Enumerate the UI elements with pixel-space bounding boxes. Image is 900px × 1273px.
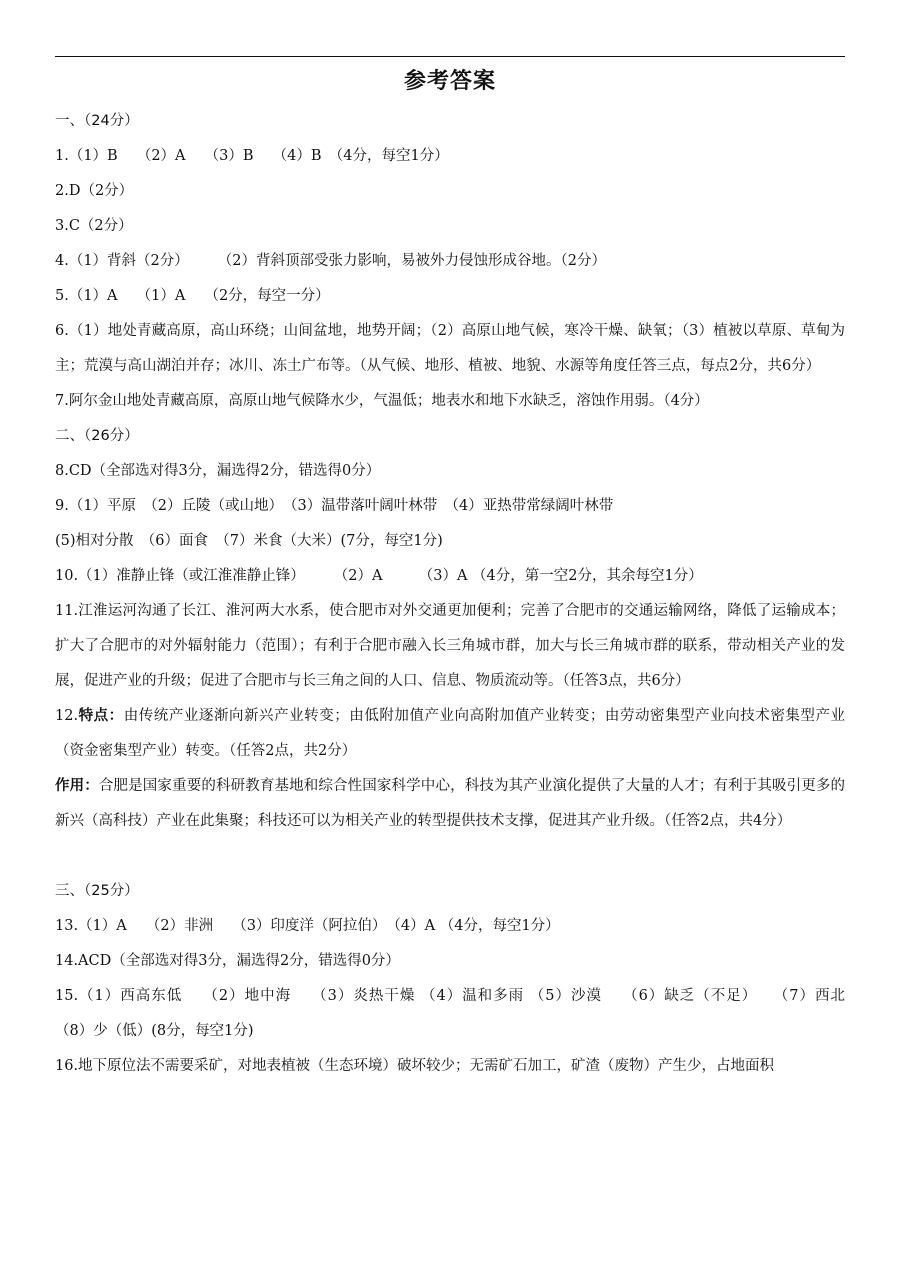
answer-q10: 10.（1）准静止锋（或江淮准静止锋） （2）A （3）A （4分，第一空2分，其余每空1分）: [55, 568, 703, 584]
section-2-header: 二、（26分）: [55, 428, 139, 444]
q12-role-label: 作用：: [55, 778, 99, 794]
answer-content: [55, 104, 879, 1084]
section-3-header: 三、（25分）: [55, 883, 139, 899]
answer-q8: 8.CD（全部选对得3分，漏选得2分，错选得0分）: [55, 463, 381, 479]
answer-q15: 15.（1）西高东低 （2）地中海 （3）炎热干燥 （4）温和多雨 （5）沙漠 （6）缺乏（不足） （7）西北 （8）少（低）(8分，每空1分): [55, 988, 879, 1039]
answer-q5: 5.（1）A （1）A （2分，每空一分）: [55, 288, 330, 304]
q12-features-text: 由传统产业逐渐向新兴产业转变；由低附加值产业向高附加值产业转变；由劳动密集型产业向技术密集型产业（资金密集型产业）转变。（任答2点，共2分）: [55, 708, 845, 759]
answer-q9-line2: (5)相对分散 （6）面食 （7）米食（大米）(7分，每空1分): [55, 533, 443, 549]
answer-q13: 13.（1）A （2）非洲 （3）印度洋（阿拉伯） （4）A （4分，每空1分）: [55, 918, 560, 934]
spacer: [55, 839, 845, 874]
answer-q9-line1: 9.（1）平原 （2）丘陵（或山地） （3）温带落叶阔叶林带 （4）亚热带常绿阔叶林带: [55, 498, 614, 514]
q12-role-text: 合肥是国家重要的科研教育基地和综合性国家科学中心，科技为其产业演化提供了大量的人才；有利于其吸引更多的新兴（高科技）产业在此集聚；科技还可以为相关产业的转型提供技术支撑，促进其产业升级。（任答2点，共4分）: [55, 778, 846, 829]
q12-features-label: 特点：: [78, 708, 124, 724]
answer-q12-features: [55, 699, 845, 769]
q12-number: 12.: [55, 708, 79, 724]
answer-q12-role: [55, 769, 845, 839]
page-title: 参考答案: [403, 69, 496, 94]
answer-q7: 7.阿尔金山地处青藏高原，高原山地气候降水少，气温低；地表水和地下水缺乏，溶蚀作用弱。（4分）: [55, 393, 709, 409]
answer-q1: 1.（1）B （2）A （3）B （4）B （4分，每空1分）: [55, 148, 449, 164]
answer-q16: 16.地下原位法不需要采矿，对地表植被（生态环境）破坏较少；无需矿石加工，矿渣（废物）产生少，占地面积: [55, 1058, 775, 1074]
answer-q14: 14.ACD（全部选对得3分，漏选得2分，错选得0分）: [55, 953, 400, 969]
answer-q6: 6.（1）地处青藏高原，高山环绕；山间盆地，地势开阔；（2）高原山地气候，寒冷干燥、缺氧；（3）植被以草原、草甸为主；荒漠与高山湖泊并存；冰川、冻土广布等。（从气候、地形、植被、地貌、水源等角度任答三点，每点2分，共6分）: [55, 323, 845, 374]
answer-q3: 3.C（2分）: [55, 218, 133, 234]
answer-q2: 2.D（2分）: [55, 183, 134, 199]
answer-q4: 4.（1）背斜（2分） （2）背斜顶部受张力影响，易被外力侵蚀形成谷地。（2分）: [55, 253, 606, 269]
header-rule: [55, 56, 845, 57]
answer-q11: 11.江淮运河沟通了长江、淮河两大水系，使合肥市对外交通更加便利；完善了合肥市的交通运输网络，降低了运输成本；扩大了合肥市的对外辐射能力（范围）；有利于合肥市融入长三角城市群，加大与长三角城市群的联系，带动相关产业的发展，促进产业的升级；促进了合肥市与长三角之间的人口、信息、物质流动等。（任答3点，共6分）: [55, 603, 845, 689]
section-1-header: 一、（24分）: [55, 113, 139, 129]
